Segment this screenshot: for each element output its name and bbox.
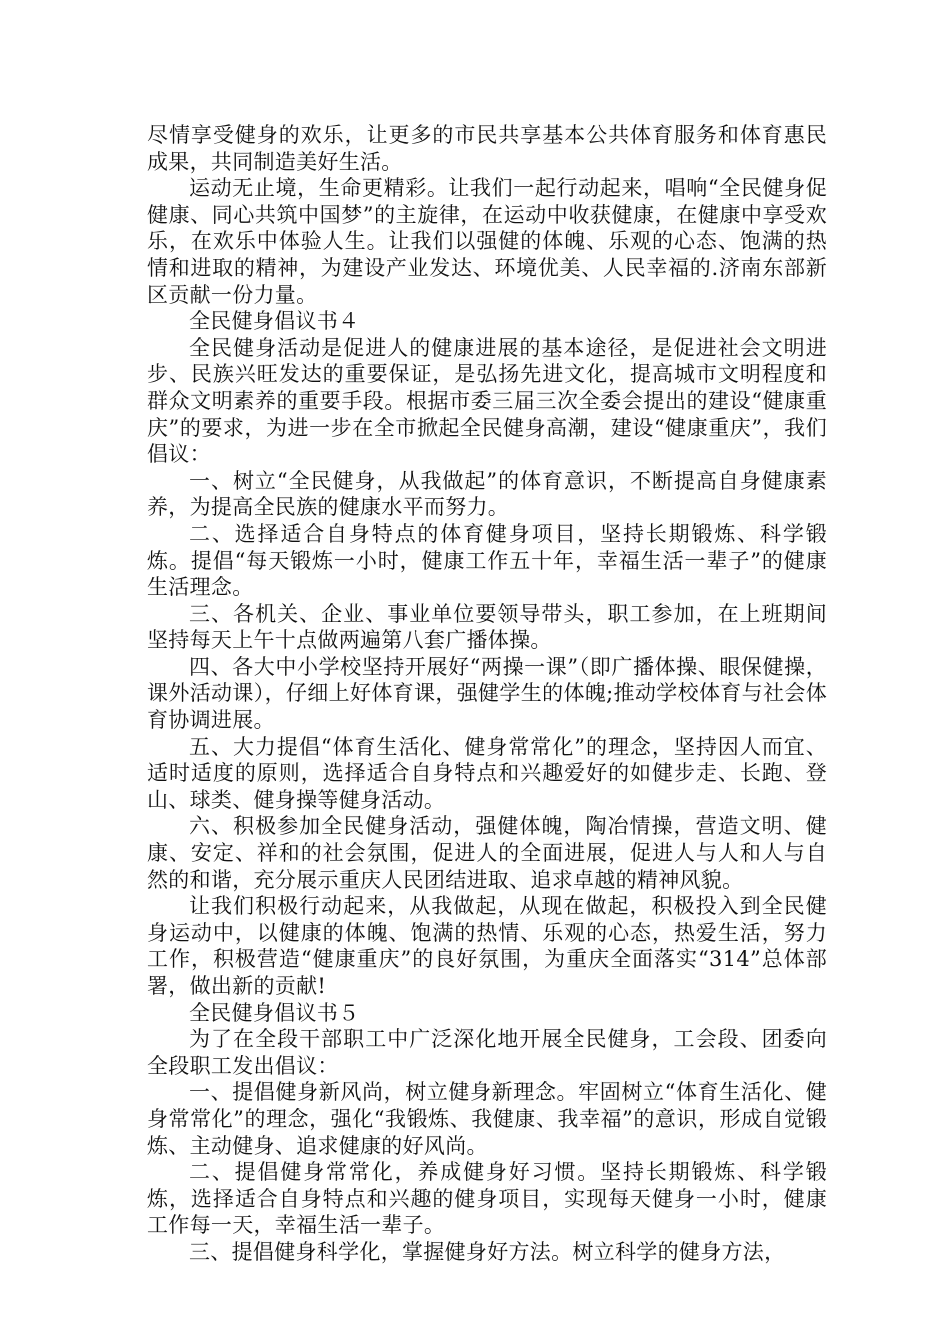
section-heading-4: 全民健身倡议书４ [189, 309, 360, 334]
list-item-paragraph: 三、提倡健身科学化，掌握健身好方法。树立科学的健身方法， [189, 1239, 786, 1264]
list-item-paragraph: 一、树立“全民健身，从我做起”的体育意识，不断提高自身健康素养，为提高全民族的健康水平而努力。 [147, 468, 827, 520]
paragraph-continuation: 尽情享受健身的欢乐，让更多的市民共享基本公共体育服务和体育惠民成果，共同制造美好生活。 [147, 123, 827, 174]
list-item-paragraph: 五、大力提倡“体育生活化、健身常常化”的理念，坚持因人而宜、适时适度的原则，选择适合自身特点和兴趣爱好的如健步走、长跑、登山、球类、健身操等健身活动。 [147, 734, 827, 812]
list-item-paragraph: 四、各大中小学校坚持开展好“两操一课”（即广播体操、眼保健操，课外活动课），仔细上好体育课，强健学生的体魄;推动学校体育与社会体育协调进展。 [147, 654, 827, 733]
list-item-paragraph: 三、各机关、企业、事业单位要领导带头，职工参加，在上班期间坚持每天上午十点做两遍第八套广播体操。 [147, 601, 827, 653]
list-item-paragraph: 二、选择适合自身特点的体育健身项目，坚持长期锻炼、科学锻炼。提倡“每天锻炼一小时，健康工作五十年，幸福生活一辈子”的健康生活理念。 [147, 521, 827, 600]
paragraph: 运动无止境，生命更精彩。让我们一起行动起来，唱响“全民健身促健康、同心共筑中国梦”的主旋律，在运动中收获健康，在健康中享受欢乐，在欢乐中体验人生。让我们以强健的体魄、乐观的心态、饱满的热情和进取的精神，为建设产业发达、环境优美、人民幸福的.济南东部新区贡献一份力量。 [147, 176, 827, 307]
document-page [147, 122, 827, 1266]
list-item-paragraph: 六、积极参加全民健身活动，强健体魄，陶冶情操，营造文明、健康、安定、祥和的社会氛围，促进人的全面进展，促进人与人和人与自然的和谐，充分展示重庆人民团结进取、追求卓越的精神风貌。 [147, 814, 827, 892]
paragraph: 为了在全段干部职工中广泛深化地开展全民健身，工会段、团委向全段职工发出倡议： [147, 1027, 827, 1078]
section-heading-5: 全民健身倡议书５ [189, 1000, 360, 1025]
list-item-paragraph: 二、提倡健身常常化，养成健身好习惯。坚持长期锻炼、科学锻炼，选择适合自身特点和兴趣的健身项目，实现每天健身一小时，健康工作每一天，幸福生活一辈子。 [147, 1160, 827, 1238]
closing-paragraph: 让我们积极行动起来，从我做起，从现在做起，积极投入到全民健身运动中，以健康的体魄、饱满的热情、乐观的心态，热爱生活，努力工作，积极营造“健康重庆”的良好氛围，为重庆全面落实“314”总体部署，做出新的贡献! [147, 894, 827, 998]
list-item-paragraph: 一、提倡健身新风尚，树立健身新理念。牢固树立“体育生活化、健身常常化”的理念，强化“我锻炼、我健康、我幸福”的意识，形成自觉锻炼、主动健身、追求健康的好风尚。 [147, 1080, 827, 1158]
paragraph: 全民健身活动是促进人的健康进展的基本途径，是促进社会文明进步、民族兴旺发达的重要保证，是弘扬先进文化，提高城市文明程度和群众文明素养的重要手段。根据市委三届三次全委会提出的建设“健康重庆”的要求，为进一步在全市掀起全民健身高潮，建设“健康重庆”，我们倡议： [147, 335, 827, 467]
